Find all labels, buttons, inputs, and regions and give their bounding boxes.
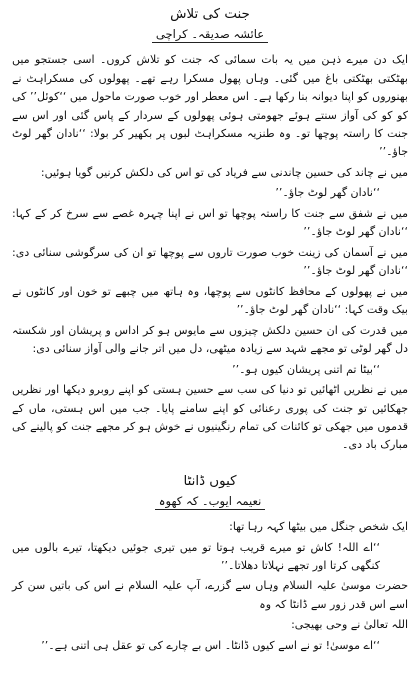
quote-line: ‘‘اے اللہ! کاش تو میرے قریب ہوتا تو میں تیری جوئیں دیکھتا، تیرے بالوں میں کنگھی کرتا اور تجھے نہلاتا دھلاتا۔’’ bbox=[12, 540, 380, 572]
paragraph: میں نے آسمان کی زینت خوب صورت تاروں سے پوچھا تو ان کی سرگوشی سنائی دی: ‘‘نادان گھر لوٹ جاؤ۔’’ bbox=[12, 245, 408, 278]
story-jannat-ki-talash bbox=[12, 4, 408, 455]
paragraph: میں نے چاند کی حسین چاندنی سے فریاد کی تو اس کی دلکش کرنیں گویا ہوئیں: bbox=[40, 165, 408, 179]
story-title: کیوں ڈانٹا bbox=[183, 473, 237, 489]
author-name: عائشہ صدیقہ۔ کراچی bbox=[152, 27, 268, 43]
paragraph: میں قدرت کی ان حسین دلکش چیزوں سے مایوس ہو کر اداس و پریشان اور شکستہ دل گھر لوٹی تو مجھے شہد سے زیادہ میٹھی، دل میں اتر جانے والی آواز سنائی دی: bbox=[12, 323, 408, 356]
quote-line: ‘‘بیٹا تم اتنی پریشان کیوں ہو۔’’ bbox=[232, 362, 380, 376]
story-kyun-daanta bbox=[12, 471, 408, 655]
paragraph: میں نے پھولوں کے محافظ کانٹوں سے پوچھا، وہ ہاتھ میں چبھے تو خون اور کانٹوں نے بیک وقت کہا: ‘‘نادان گھر لوٹ جاؤ۔’’ bbox=[12, 284, 408, 317]
story-byline bbox=[12, 25, 408, 45]
story-title: جنت کی تلاش bbox=[170, 7, 250, 22]
paragraph: میں نے نظریں اٹھائیں تو دنیا کی سب سے حسین ہستی کو اپنے روبرو دیکھا اور نظریں جھکائیں تو جنت کی پوری رعنائی کو اپنے سامنے پایا۔ جب میں اس ہستی، ماں کے قدموں میں جھکی تو کائنات کی تمام رنگینیوں نے خوش ہو کر مجھے جنت کو پالینے کی مبارک باد دی۔ bbox=[12, 383, 408, 452]
quote-line: ‘‘نادان گھر لوٹ جاؤ۔’’ bbox=[275, 186, 380, 200]
paragraph: میں نے شفق سے جنت کا راستہ پوچھا تو اس نے اپنا چہرہ غصے سے سرخ کر کے کہا: ‘‘نادان گھر لوٹ جاؤ۔’’ bbox=[12, 206, 408, 239]
paragraph: ایک دن میرے ذہن میں یہ بات سمائی کہ جنت کو تلاش کروں۔ اسی جستجو میں بھٹکتی بھٹکتی باغ میں گئی۔ وہاں پھول مسکرا رہے تھے۔ پھولوں کی مسکراہٹ نے بھنوروں کو اپنا دیوانہ بنا رکھا ہے۔ اس معطر اور خوب صورت ماحول میں ‘‘کوئل’’ کی کو کو کی آواز سنتے ہوئے جھومتی ہوئی پھولوں کے سردار کے پاس گئی اور اس سے جنت کا راستہ پوچھا تو۔ وہ طنزیہ مسکراہٹ لبوں پر بکھیر کر بولا: ‘‘نادان گھر لوٹ جاؤ۔’’ bbox=[12, 53, 408, 159]
paragraph: اللہ تعالیٰ نے وحی بھیجی: bbox=[291, 618, 408, 632]
paragraph: حضرت موسیٰ علیہ السلام وہاں سے گزرے، آپ علیہ السلام نے اس کی باتیں سن کر اسے اس قدر زور سے ڈانٹا کہ وہ bbox=[12, 579, 408, 611]
paragraph: ایک شخص جنگل میں بیٹھا کہہ رہا تھا: bbox=[229, 520, 408, 534]
author-name: نعیمہ ایوب۔ کہ کھوہ bbox=[155, 494, 266, 510]
story-byline bbox=[12, 492, 408, 512]
quote-line: ‘‘اے موسیٰ! تو نے اسے کیوں ڈانٹا۔ اس بے چارے کی تو عقل ہی اتنی ہے۔’’ bbox=[41, 638, 380, 652]
